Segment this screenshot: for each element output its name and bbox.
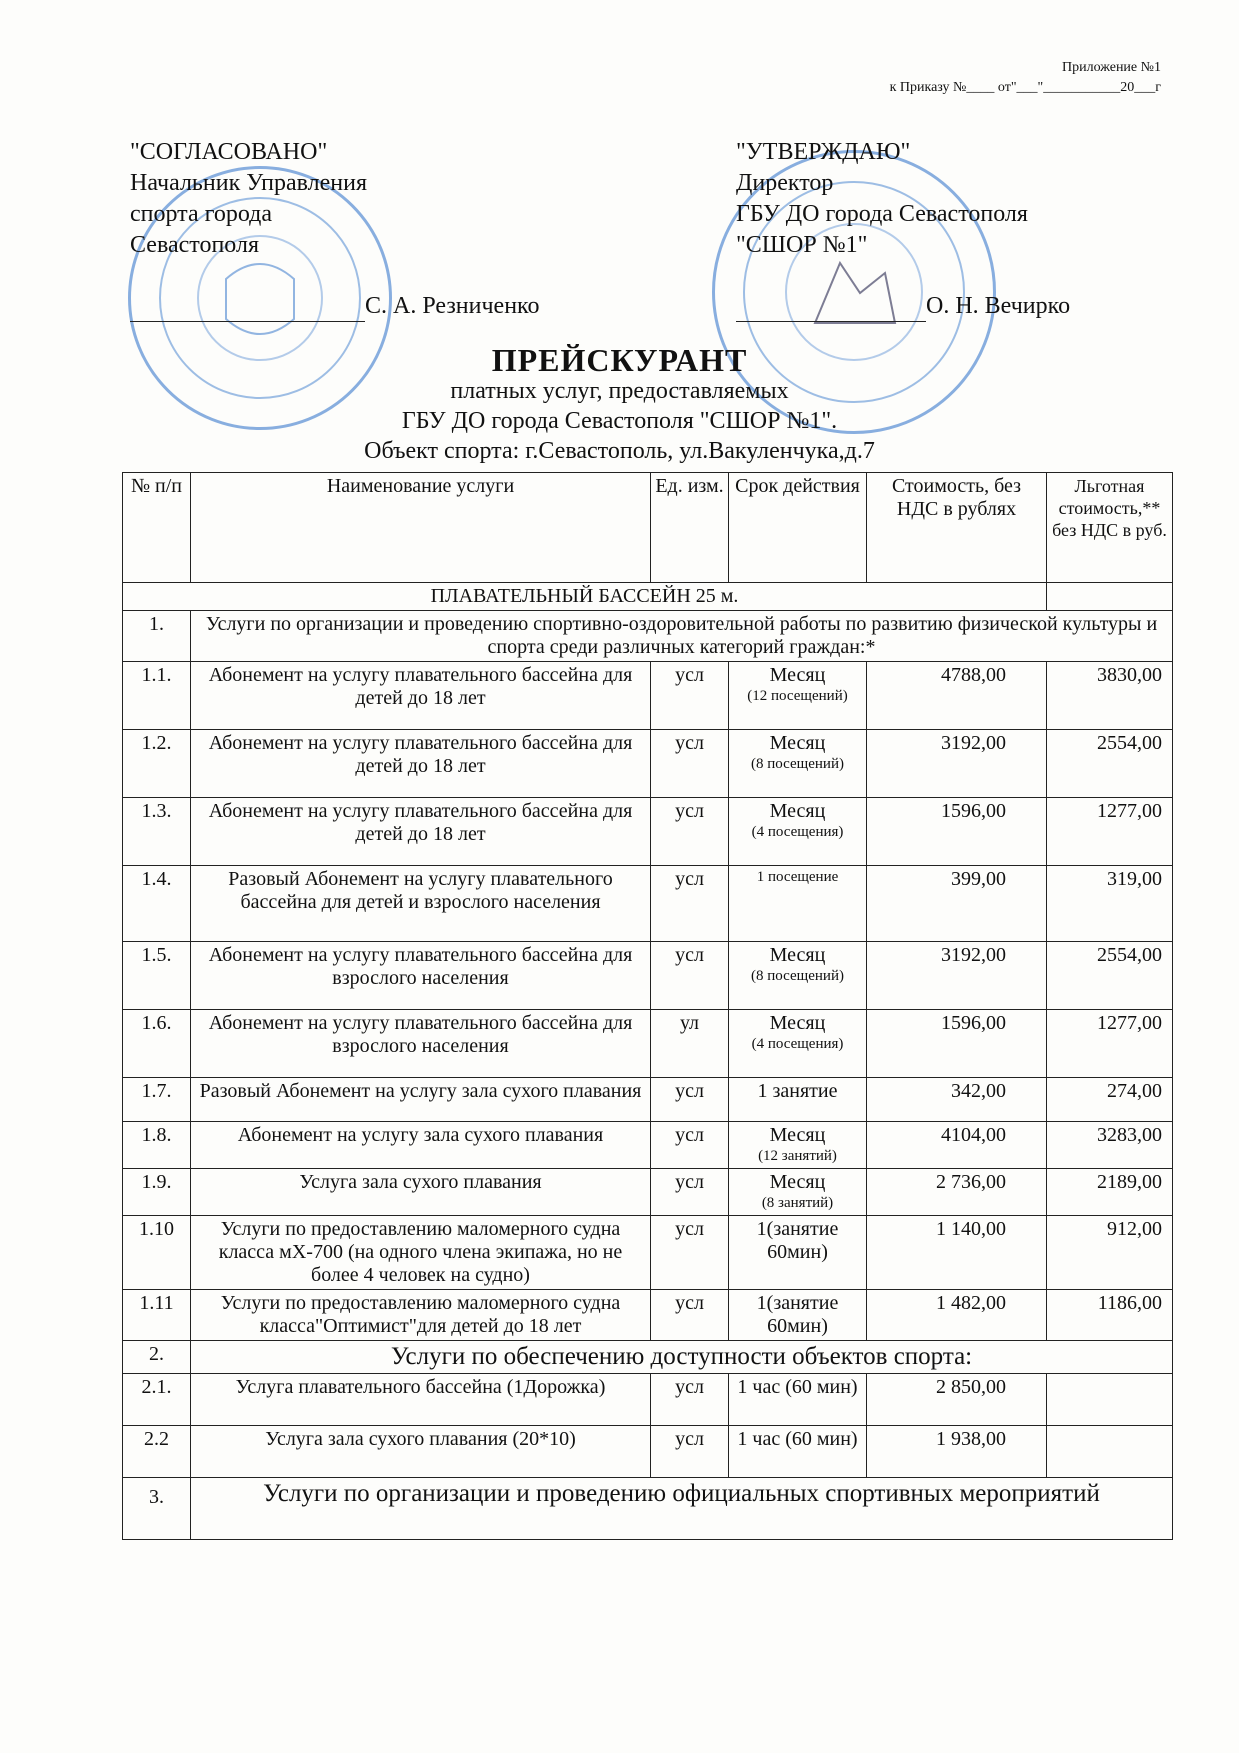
row-term — [729, 1010, 867, 1078]
row-unit: ул — [651, 1010, 729, 1078]
agreed-position-1: Начальник Управления — [130, 170, 367, 196]
row-num: 2.2 — [123, 1426, 191, 1478]
row-num: 1.5. — [123, 942, 191, 1010]
table-row — [123, 798, 1173, 866]
row-term-main: 1 занятие — [757, 1080, 838, 1102]
price-table — [122, 472, 1173, 1540]
row-term-note: 1 посещение — [756, 869, 839, 885]
row-num: 1.10 — [123, 1216, 191, 1290]
row-term: 1 час (60 мин) — [729, 1426, 867, 1478]
table-row — [123, 866, 1173, 942]
table-row — [123, 730, 1173, 798]
agreed-heading: "СОГЛАСОВАНО" — [130, 139, 328, 165]
table-row — [123, 1010, 1173, 1078]
row-name: Абонемент на услугу плавательного бассейна для взрослого населения — [191, 942, 651, 1010]
row-benefit — [1047, 1426, 1173, 1478]
agreed-signature-underline — [130, 297, 365, 322]
group-1-row — [123, 611, 1173, 662]
agreed-signer: С. А. Резниченко — [365, 293, 540, 319]
row-term-main: 1(занятие 60мин) — [756, 1292, 839, 1337]
row-price: 2 736,00 — [867, 1169, 1047, 1216]
agreed-position-2: спорта города — [130, 201, 273, 227]
row-unit: усл — [651, 1216, 729, 1290]
row-name: Абонемент на услугу плавательного бассейна для взрослого населения — [191, 1010, 651, 1078]
row-term — [729, 798, 867, 866]
row-term — [729, 1078, 867, 1122]
row-price: 399,00 — [867, 866, 1047, 942]
row-unit: усл — [651, 1426, 729, 1478]
row-benefit: 2554,00 — [1047, 730, 1173, 798]
row-price: 3192,00 — [867, 730, 1047, 798]
row-price: 4788,00 — [867, 662, 1047, 730]
section-title: ПЛАВАТЕЛЬНЫЙ БАССЕЙН 25 м. — [123, 583, 1047, 611]
header-term: Срок действия — [729, 473, 867, 583]
group-2-row — [123, 1341, 1173, 1374]
row-price: 1 140,00 — [867, 1216, 1047, 1290]
row-price: 1 482,00 — [867, 1290, 1047, 1341]
row-price: 1596,00 — [867, 798, 1047, 866]
row-num: 2.1. — [123, 1374, 191, 1426]
row-name: Услуга зала сухого плавания (20*10) — [191, 1426, 651, 1478]
header-benefit: Льготная стоимость,** без НДС в руб. — [1047, 473, 1173, 583]
row-unit: усл — [651, 1078, 729, 1122]
row-price: 1596,00 — [867, 1010, 1047, 1078]
header-name: Наименование услуги — [191, 473, 651, 583]
appendix-line-2: к Приказу №____ от"___"___________20___г — [889, 80, 1161, 95]
row-benefit: 2189,00 — [1047, 1169, 1173, 1216]
subtitle-line-3: Объект спорта: г.Севастополь, ул.Вакуленчука,д.7 — [364, 438, 875, 464]
row-benefit: 1186,00 — [1047, 1290, 1173, 1341]
row-name: Абонемент на услугу плавательного бассейна для детей до 18 лет — [191, 662, 651, 730]
approved-position-1: Директор — [736, 170, 834, 196]
row-term-main: Месяц — [769, 1171, 826, 1193]
agreed-block — [130, 137, 590, 322]
section-empty-cell — [1047, 583, 1173, 611]
row-term-main: Месяц — [769, 800, 826, 822]
row-term-note: (8 посещений) — [751, 756, 844, 772]
row-unit: усл — [651, 1374, 729, 1426]
group-3-num: 3. — [123, 1478, 191, 1540]
table-row — [123, 942, 1173, 1010]
table-row — [123, 1078, 1173, 1122]
row-term-note: (8 занятий) — [761, 1195, 834, 1211]
agreed-position-3: Севастополя — [130, 232, 259, 258]
row-term — [729, 1216, 867, 1290]
subtitle-line-2: ГБУ ДО города Севастополя "СШОР №1". — [401, 408, 838, 434]
approved-signature-line — [736, 291, 1166, 322]
row-name: Услуги по предоставлению маломерного судна класса"Оптимист"для детей до 18 лет — [191, 1290, 651, 1341]
row-name: Абонемент на услугу плавательного бассейна для детей до 18 лет — [191, 730, 651, 798]
header-price: Стоимость, без НДС в рублях — [867, 473, 1047, 583]
row-num: 1.11 — [123, 1290, 191, 1341]
row-unit: усл — [651, 662, 729, 730]
row-benefit: 3830,00 — [1047, 662, 1173, 730]
approved-heading: "УТВЕРЖДАЮ" — [736, 139, 911, 165]
row-term-main: Месяц — [769, 944, 826, 966]
row-num: 1.4. — [123, 866, 191, 942]
document-title: ПРЕЙСКУРАНТ — [491, 342, 748, 378]
row-price: 2 850,00 — [867, 1374, 1047, 1426]
row-benefit: 319,00 — [1047, 866, 1173, 942]
row-unit: усл — [651, 942, 729, 1010]
row-name: Услуга зала сухого плавания — [191, 1169, 651, 1216]
group-3-row — [123, 1478, 1173, 1540]
row-price: 4104,00 — [867, 1122, 1047, 1169]
subtitle-line-1: платных услуг, предоставляемых — [450, 378, 789, 404]
row-unit: усл — [651, 1290, 729, 1341]
row-name: Разовый Абонемент на услугу плавательного бассейна для детей и взрослого населения — [191, 866, 651, 942]
row-term — [729, 942, 867, 1010]
group-3-title: Услуги по организации и проведению официальных спортивных мероприятий — [191, 1478, 1173, 1540]
group-2-num: 2. — [123, 1341, 191, 1374]
row-unit: усл — [651, 730, 729, 798]
agreed-signature-line — [130, 291, 590, 322]
row-term-note: (4 посещения) — [751, 1036, 844, 1052]
approved-signature-underline — [736, 297, 926, 322]
row-term-note: (4 посещения) — [751, 824, 844, 840]
row-benefit: 1277,00 — [1047, 798, 1173, 866]
table-row — [123, 1290, 1173, 1341]
row-term-note: (8 посещений) — [751, 968, 844, 984]
row-benefit: 2554,00 — [1047, 942, 1173, 1010]
header-num: № п/п — [123, 473, 191, 583]
row-unit: усл — [651, 1169, 729, 1216]
row-term: 1 час (60 мин) — [729, 1374, 867, 1426]
row-num: 1.7. — [123, 1078, 191, 1122]
group-1-rows — [123, 662, 1173, 1341]
table-row — [123, 1426, 1173, 1478]
group-2-title: Услуги по обеспечению доступности объектов спорта: — [191, 1341, 1173, 1374]
row-term-main: Месяц — [769, 1124, 826, 1146]
row-benefit — [1047, 1374, 1173, 1426]
row-term-main: Месяц — [769, 732, 826, 754]
row-unit: усл — [651, 798, 729, 866]
row-price: 3192,00 — [867, 942, 1047, 1010]
table-row — [123, 1169, 1173, 1216]
table-row — [123, 662, 1173, 730]
row-price: 342,00 — [867, 1078, 1047, 1122]
row-name: Абонемент на услугу зала сухого плавания — [191, 1122, 651, 1169]
table-row — [123, 1374, 1173, 1426]
table-row — [123, 1122, 1173, 1169]
row-num: 1.9. — [123, 1169, 191, 1216]
approved-block — [736, 137, 1166, 322]
table-header-row — [123, 473, 1173, 583]
row-num: 1.3. — [123, 798, 191, 866]
group-2-rows — [123, 1374, 1173, 1478]
row-unit: усл — [651, 866, 729, 942]
row-name: Разовый Абонемент на услугу зала сухого плавания — [191, 1078, 651, 1122]
approved-position-2: ГБУ ДО города Севастополя — [736, 201, 1028, 227]
row-term — [729, 1122, 867, 1169]
row-term — [729, 1290, 867, 1341]
row-term-note: (12 посещений) — [747, 688, 848, 704]
approved-position-3: "СШОР №1" — [736, 232, 868, 258]
row-name: Услуга плавательного бассейна (1Дорожка) — [191, 1374, 651, 1426]
row-term — [729, 866, 867, 942]
row-term — [729, 730, 867, 798]
row-term-main: 1(занятие 60мин) — [756, 1218, 839, 1263]
row-num: 1.1. — [123, 662, 191, 730]
row-name: Услуги по предоставлению маломерного судна класса мХ-700 (на одного члена экипажа, но не более 4 человек на судно) — [191, 1216, 651, 1290]
row-price: 1 938,00 — [867, 1426, 1047, 1478]
appendix-header — [890, 58, 1161, 98]
row-term — [729, 1169, 867, 1216]
group-1-title: Услуги по организации и проведению спортивно-оздоровительной работы по развитию физической культуры и спорта среди различных категорий граждан:* — [191, 611, 1173, 662]
section-row — [123, 583, 1173, 611]
row-benefit: 912,00 — [1047, 1216, 1173, 1290]
row-term-note: (12 занятий) — [758, 1148, 837, 1164]
appendix-line-1: Приложение №1 — [1062, 60, 1161, 75]
row-name: Абонемент на услугу плавательного бассейна для детей до 18 лет — [191, 798, 651, 866]
approved-signer: О. Н. Вечирко — [926, 293, 1071, 319]
row-benefit: 1277,00 — [1047, 1010, 1173, 1078]
row-term-main: Месяц — [769, 664, 826, 686]
row-term-main: Месяц — [769, 1012, 826, 1034]
group-1-num: 1. — [123, 611, 191, 662]
row-unit: усл — [651, 1122, 729, 1169]
row-term — [729, 662, 867, 730]
table-row — [123, 1216, 1173, 1290]
row-num: 1.6. — [123, 1010, 191, 1078]
header-unit: Ед. изм. — [651, 473, 729, 583]
row-benefit: 274,00 — [1047, 1078, 1173, 1122]
row-num: 1.8. — [123, 1122, 191, 1169]
row-num: 1.2. — [123, 730, 191, 798]
row-benefit: 3283,00 — [1047, 1122, 1173, 1169]
